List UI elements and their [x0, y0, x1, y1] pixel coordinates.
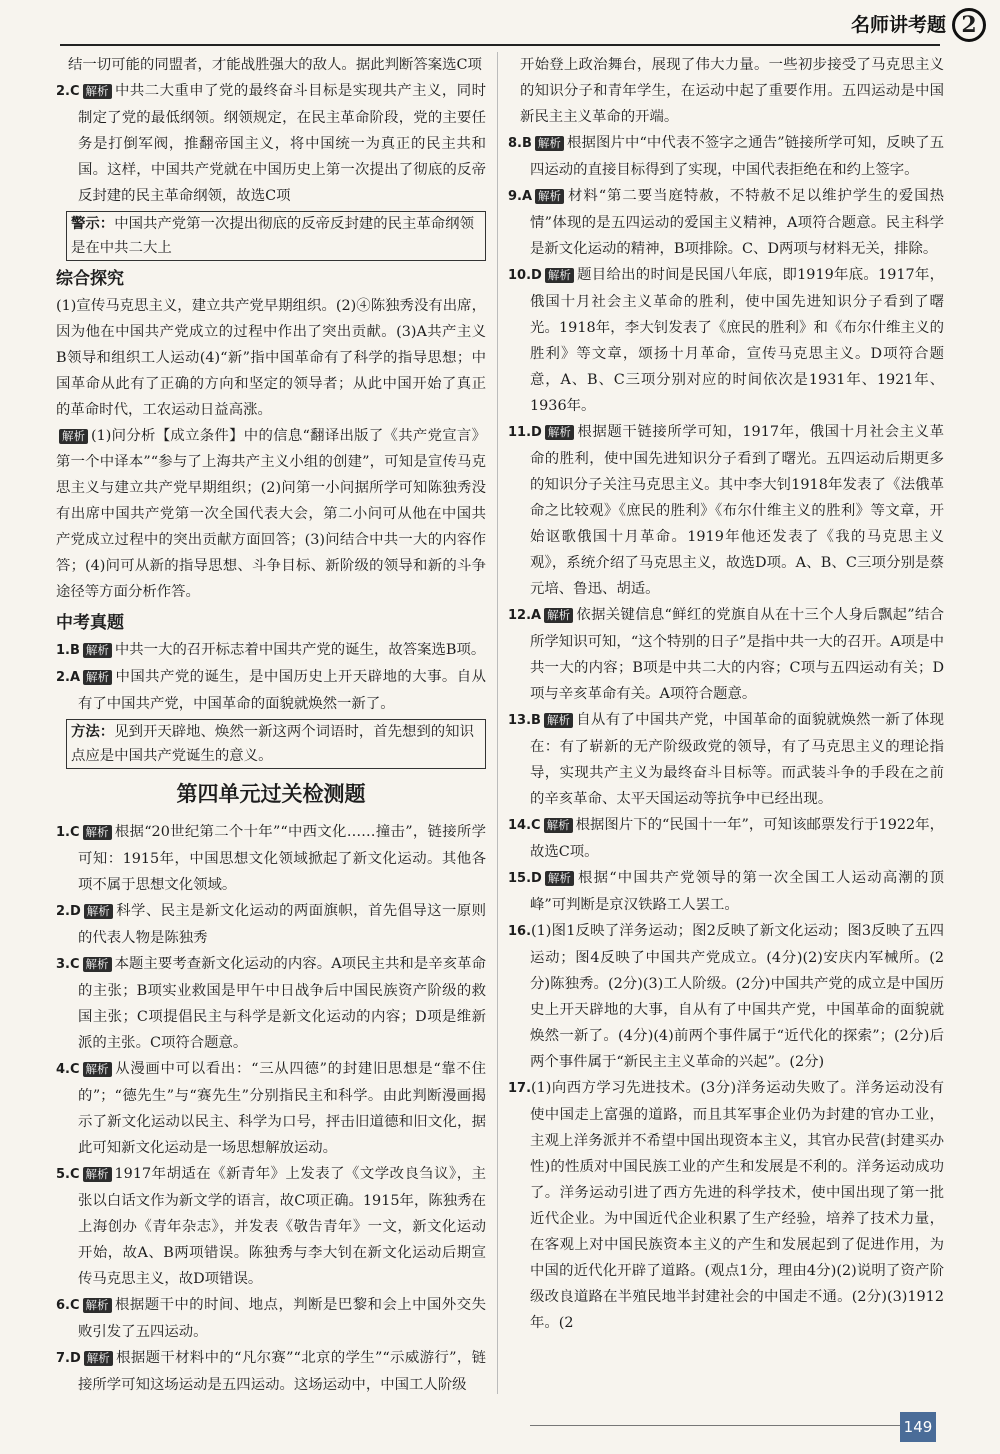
analysis-tag: 解析 — [535, 189, 564, 204]
item-number: 10.D — [508, 268, 542, 283]
answer-item — [56, 637, 486, 664]
method-box — [66, 719, 486, 769]
page-header — [851, 6, 986, 44]
book-brand: 名师讲考题 — [850, 14, 946, 36]
answer-item — [508, 262, 944, 419]
item-number: 5.C — [56, 1167, 80, 1182]
warning-box — [66, 211, 486, 261]
page-number: 149 — [900, 1412, 936, 1442]
item-text: 题目给出的时间是民国八年底，即1919年底。1917年，俄国十月社会主义革命的胜利，使中国先进知识分子看到了曙光。1918年，李大钊发表了《庶民的胜利》和《布尔什维主义的胜利》等文章，颂扬十月革命，宣传马克思主义。D项符合题意，A、B、C三项分别对应的时间依次是1931年、1921年、1936年。 — [530, 267, 944, 414]
answer-item — [508, 918, 944, 1075]
item-number: 8.B — [508, 136, 532, 151]
warning-text: 中国共产党第一次提出彻底的反帝反封建的民主革命纲领是在中共二大上 — [71, 216, 474, 256]
analysis-text: (1)问分析【成立条件】中的信息“翻译出版了《共产党宣言》第一个中译本”“参与了上海共产主义小组的创建”，可知是宣传马克思主义与建立共产党早期组织；(2)问第一小问据所学可知陈独秀没有出席中国共产党第一次全国代表大会，第二小问可从他在中国共产党成立过程中的突出贡献方面回答；(3)问结合中共一大的内容作答；(4)问可从新的指导思想、斗争目标、新阶级的领导和新的斗争途径等方面分析作答。 — [56, 428, 486, 600]
item-text: 本题主要考查新文化运动的内容。A项民主共和是辛亥革命的主张；B项实业救国是甲午中日战争后中国民族资产阶级的救国主张；C项提倡民主与科学是新文化运动的内容；D项是维新派的主张。C项符合题意。 — [78, 956, 486, 1051]
item-text: 根据题干链接所学可知，1917年，俄国十月社会主义革命的胜利，使中国先进知识分子看到了曙光。五四运动后期更多的知识分子关注马克思主义。其中李大钊1918年发表了《法俄革命之比较观》《庶民的胜利》《布尔什维主义的胜利》等文章，开始讴歌俄国十月革命。1919年他还发表了《我的马克思主义观》，系统介绍了马克思主义，故选D项。A、B、C三项分别是蔡元培、鲁迅、胡适。 — [530, 424, 944, 597]
answer-item — [56, 664, 486, 717]
answer-item — [508, 1075, 944, 1336]
item-number: 13.B — [508, 713, 541, 728]
item-text: (1)向西方学习先进技术。(3分)洋务运动失败了。洋务运动没有使中国走上富强的道路，而且其军事企业仍为封建的官办工业，主观上洋务派并不希望中国出现资本主义，其官办民营(封建买办性)的性质对中国民族工业的产生和发展是不利的。洋务运动成功了。洋务运动引进了西方先进的科学技术，使中国出现了第一批近代企业。为中国近代企业积累了生产经验，培养了技术力量，在客观上对中国民族资本主义的产生和发展起到了促进作用，为中国的近代化开辟了道路。(观点1分，理由4分)(2)说明了资产阶级改良道路在半殖民地半封建社会的中国走不通。(2分)(3)1912年。(2 — [530, 1080, 944, 1331]
analysis-tag: 解析 — [545, 425, 574, 440]
answer-item — [56, 1056, 486, 1161]
answer-item — [56, 1292, 486, 1345]
item-text: 自从有了中国共产党，中国革命的面貌就焕然一新了体现在：有了崭新的无产阶级政党的领导，有了马克思主义的理论指导，实现共产主义为最终奋斗目标等。而武装斗争的手段在之前的辛亥革命、太平天国运动等抗争中已经出现。 — [530, 712, 944, 807]
warning-label: 警示： — [71, 215, 115, 232]
analysis-paragraph — [56, 423, 486, 605]
item-number: 3.C — [56, 957, 80, 972]
analysis-tag: 解析 — [83, 1298, 112, 1313]
item-text: (1)图1反映了洋务运动；图2反映了新文化运动；图3反映了五四运动；图4反映了中国共产党成立。(4分)(2)安庆内军械所。(2分)陈独秀。(2分)(3)工人阶级。(2分)中国共产党的成立是中国历史上开天辟地的大事，自从有了中国共产党，中国革命的面貌就焕然一新了。(4分)(4)前两个事件属于“近代化的探索”；(2分)后两个事件属于“新民主主义革命的兴起”。(2分) — [530, 923, 944, 1070]
answer-item — [56, 1345, 486, 1398]
footer-rule — [530, 1425, 900, 1426]
item-number: 6.C — [56, 1298, 80, 1313]
analysis-tag: 解析 — [83, 84, 112, 99]
answer-item — [508, 130, 944, 183]
header-rule — [60, 44, 940, 46]
answer-item — [508, 419, 944, 602]
method-label: 方法： — [71, 723, 115, 740]
item-text: 材料“第二要当庭特赦，不特赦不足以维护学生的爱国热情”体现的是五四运动的爱国主义精神，A项符合题意。民主科学是新文化运动的精神，B项排除。C、D两项与材料无关，排除。 — [530, 188, 944, 257]
analysis-tag: 解析 — [84, 904, 113, 919]
analysis-tag: 解析 — [83, 643, 112, 658]
analysis-tag: 解析 — [544, 818, 573, 833]
column-divider — [497, 52, 498, 1394]
item-number: 2.A — [56, 670, 81, 685]
answer-item — [508, 183, 944, 262]
item-text: 中共二大重申了党的最终奋斗目标是实现共产主义，同时制定了党的最低纲领。纲领规定，在民主革命阶段，党的主要任务是打倒军阀，推翻帝国主义，将中国统一为真正的民主共和国。这样，中国共产党就在中国历史上第一次提出了彻底的反帝反封建的民主革命纲领，故选C项 — [78, 83, 486, 204]
item-number: 1.B — [56, 643, 80, 658]
answer-item — [508, 865, 944, 918]
analysis-tag: 解析 — [544, 713, 573, 728]
analysis-tag: 解析 — [59, 429, 88, 444]
continued-text: 结一切可能的同盟者，才能战胜强大的敌人。据此判断答案选C项 — [68, 57, 482, 73]
item-number: 4.C — [56, 1062, 80, 1077]
analysis-tag: 解析 — [545, 268, 574, 283]
analysis-tag: 解析 — [83, 670, 112, 685]
item-text: 1917年胡适在《新青年》上发表了《文学改良刍议》，主张以白话文作为新文学的语言，故C项正确。1915年，陈独秀在上海创办《青年杂志》，并发表《敬告青年》一文，新文化运动开始，故A、B两项错误。陈独秀与李大钊在新文化运动后期宣传马克思主义，故D项错误。 — [78, 1166, 486, 1287]
left-column — [56, 52, 486, 1398]
item-text: 依据关键信息“鲜红的党旗自从在十三个人身后飘起”结合所学知识可知，“这个特别的日子”是指中共一大的召开。A项是中共一大的内容；B项是中共二大的内容；C项与五四运动有关；D项与辛亥革命有关。A项符合题意。 — [530, 607, 944, 702]
analysis-tag: 解析 — [83, 1062, 112, 1077]
answer-item — [56, 78, 486, 209]
answer-item — [56, 1161, 486, 1292]
item-text: 根据图片下的“民国十一年”，可知该邮票发行于1922年，故选C项。 — [530, 817, 944, 860]
unit-title: 第四单元过关检测题 — [176, 782, 366, 806]
item-number: 2.D — [56, 904, 81, 919]
section-heading: 中考真题 — [56, 613, 124, 633]
continued-text: 开始登上政治舞台，展现了伟大力量。一些初步接受了马克思主义的知识分子和青年学生，在运动中起了重要作用。五四运动是中国新民主主义革命的开端。 — [520, 57, 944, 125]
item-number: 7.D — [56, 1351, 81, 1366]
method-text: 见到开天辟地、焕然一新这两个词语时，首先想到的知识点应是中国共产党诞生的意义。 — [71, 724, 474, 764]
item-number: 11.D — [508, 425, 542, 440]
section-heading: 综合探究 — [56, 269, 124, 289]
answer-item — [56, 819, 486, 898]
item-text: 根据题干材料中的“凡尔赛”“北京的学生”“示威游行”，链接所学可知这场运动是五四运动。这场运动中，中国工人阶级 — [78, 1350, 486, 1393]
answer-item — [56, 951, 486, 1056]
analysis-tag: 解析 — [83, 1167, 112, 1182]
item-number: 1.C — [56, 825, 80, 840]
answer-item — [508, 812, 944, 865]
item-text: 根据图片中“中代表不签字之通告”链接所学可知，反映了五四运动的直接目标得到了实现，中国代表拒绝在和约上签字。 — [530, 135, 944, 178]
analysis-tag: 解析 — [545, 871, 574, 886]
right-column — [508, 52, 944, 1336]
item-number: 14.C — [508, 818, 541, 833]
item-number: 9.A — [508, 189, 533, 204]
item-number: 2.C — [56, 84, 80, 99]
item-text: 从漫画中可以看出：“三从四德”的封建旧思想是“靠不住的”；“德先生”与“赛先生”分别指民主和科学。由此判断漫画揭示了新文化运动以民主、科学为口号，抨击旧道德和旧文化，据此可知新文化运动是一场思想解放运动。 — [78, 1061, 486, 1156]
item-text: 根据“20世纪第二个十年”“中西文化……撞击”，链接所学可知：1915年，中国思想文化领域掀起了新文化运动。其他各项不属于思想文化领域。 — [78, 824, 486, 893]
answer-item — [56, 898, 486, 951]
answer-paragraph: (1)宣传马克思主义，建立共产党早期组织。(2)④陈独秀没有出席，因为他在中国共产党成立的过程中作出了突出贡献。(3)A共产主义 B领导和组织工人运动(4)“新”指中国革命有了科学的指导思想；中国革命从此有了正确的方向和坚定的领导者；从此中国开始了真正的革命时代，工农运动日益高涨。 — [56, 298, 486, 418]
answer-item — [508, 602, 944, 707]
analysis-tag: 解析 — [83, 825, 112, 840]
analysis-tag: 解析 — [535, 136, 564, 151]
item-number: 16. — [508, 924, 532, 939]
brand-logo-icon: 2 — [952, 8, 986, 42]
analysis-tag: 解析 — [84, 1351, 113, 1366]
item-text: 中共一大的召开标志着中国共产党的诞生，故答案选B项。 — [114, 642, 486, 658]
item-number: 15.D — [508, 871, 542, 886]
item-number: 17. — [508, 1081, 532, 1096]
item-text: 根据“中国共产党领导的第一次全国工人运动高潮的顶峰”可判断是京汉铁路工人罢工。 — [530, 870, 944, 913]
item-text: 中国共产党的诞生，是中国历史上开天辟地的大事。自从有了中国共产党，中国革命的面貌就焕然一新了。 — [78, 669, 486, 712]
analysis-tag: 解析 — [544, 608, 573, 623]
answer-item — [508, 707, 944, 812]
item-number: 12.A — [508, 608, 542, 623]
analysis-tag: 解析 — [83, 957, 112, 972]
item-text: 科学、民主是新文化运动的两面旗帜，首先倡导这一原则的代表人物是陈独秀 — [78, 903, 486, 946]
item-text: 根据题干中的时间、地点，判断是巴黎和会上中国外交失败引发了五四运动。 — [78, 1297, 486, 1340]
